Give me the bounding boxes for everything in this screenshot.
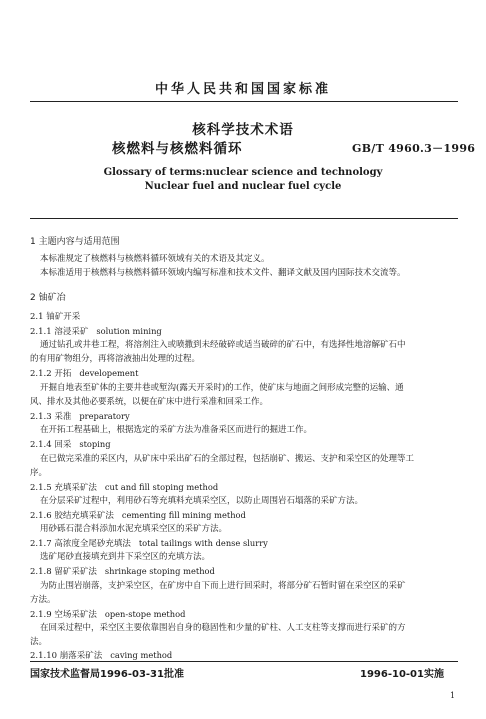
term-label: 2.1.1 溶浸采矿 bbox=[30, 327, 89, 337]
english-title-line-2: Nuclear fuel and nuclear fuel cycle bbox=[144, 181, 342, 192]
term-definition: 在分层采矿过程中，利用砂石等充填料充填采空区，以防止周围岩石塌落的采矿方法。 bbox=[40, 496, 364, 506]
standard-number: GB/T 4960.3－1996 bbox=[352, 142, 476, 155]
term-2-1: 2.1 铀矿开采 bbox=[30, 312, 81, 322]
approval-date: 国家技术监督局1996-03-31批准 bbox=[30, 669, 184, 680]
term-2-1-10 bbox=[30, 650, 458, 661]
term-2-1-8 bbox=[30, 566, 458, 577]
term-definition: 为防止围岩崩落，支护采空区，在矿房中自下而上进行回采时，将部分矿石暂时留在采空区的采矿 bbox=[40, 581, 406, 591]
term-english: preparatory bbox=[79, 411, 130, 421]
section-1-heading: 1 主题内容与适用范围 bbox=[30, 237, 120, 247]
term-label: 2.1.5 充填采矿法 bbox=[30, 483, 97, 493]
title-rule bbox=[30, 218, 458, 219]
term-english: solution mining bbox=[96, 326, 162, 336]
term-definition: 选矿尾砂直接填充到井下采空区的充填方法。 bbox=[40, 552, 211, 562]
implementation-date: 1996-10-01实施 bbox=[360, 669, 444, 680]
term-label: 2.1.4 回采 bbox=[30, 440, 72, 450]
term-definition-cont: 的有用矿物组分，再将溶液抽出处理的过程。 bbox=[30, 354, 201, 364]
term-definition: 通过钻孔或井巷工程，将溶剂注入或喷撒到未经破碎或适当破碎的矿石中，有选择性地溶解矿石中 bbox=[40, 340, 406, 350]
term-definition-cont: 法。 bbox=[30, 637, 48, 647]
term-english: caving method bbox=[110, 650, 173, 660]
term-2-1-9 bbox=[30, 609, 458, 620]
term-2-1-5 bbox=[30, 482, 458, 493]
issuing-authority: 中华人民共和国国家标准 bbox=[154, 82, 331, 97]
term-label: 2.1.8 留矿采矿法 bbox=[30, 567, 97, 577]
page-number: 1 bbox=[450, 691, 456, 700]
title-line-2: 核燃料与核燃料循环 bbox=[112, 141, 243, 157]
term-label: 2.1.3 采准 bbox=[30, 412, 72, 422]
term-definition: 在开拓工程基础上，根据选定的采矿方法为准备采区而进行的掘进工作。 bbox=[40, 425, 313, 435]
term-definition-cont: 风、排水及其他必要系统，以便在矿床中进行采准和回采工作。 bbox=[30, 397, 269, 407]
term-label: 2.1.9 空场采矿法 bbox=[30, 610, 97, 620]
term-2-1-2 bbox=[30, 368, 458, 379]
term-definition: 在回采过程中，采空区主要依靠围岩自身的稳固性和少量的矿柱、人工支柱等支撑而进行采矿的方 bbox=[40, 623, 406, 633]
term-2-1-3 bbox=[30, 411, 458, 422]
term-definition: 在已做完采准的采区内，从矿床中采出矿石的全部过程，包括崩矿、搬运、支护和采空区的处理等工 bbox=[40, 454, 415, 464]
term-definition: 开掘自地表至矿体的主要井巷或堑沟(露天开采时)的工作，使矿床与地面之间形成完整的运输、通 bbox=[40, 383, 404, 393]
term-label: 2.1.2 开拓 bbox=[30, 369, 72, 379]
term-english: cementing fill mining method bbox=[121, 510, 246, 520]
footer-rule bbox=[30, 661, 458, 662]
section-2-heading: 2 铀矿冶 bbox=[30, 293, 66, 303]
term-english: stoping bbox=[79, 439, 111, 449]
term-english: open-stope method bbox=[104, 609, 186, 619]
term-2-1-7 bbox=[30, 538, 458, 549]
term-definition-cont: 方法。 bbox=[30, 595, 56, 605]
term-english: total tailings with dense slurry bbox=[138, 538, 268, 548]
term-2-1-4 bbox=[30, 439, 458, 450]
header-rule bbox=[30, 101, 458, 102]
term-label: 2.1.6 胶结充填采矿法 bbox=[30, 511, 114, 521]
term-2-1-6 bbox=[30, 510, 458, 521]
term-label: 2.1.7 高浓度全尾砂充填法 bbox=[30, 539, 131, 549]
term-definition: 用砂砾石混合料添加水泥充填采空区的采矿方法。 bbox=[40, 524, 228, 534]
section-1-paragraph-2: 本标准适用于核燃料与核燃料循环领域内编写标准和技术文件、翻译文献及国内国际技术交流等。 bbox=[40, 268, 406, 278]
term-english: developement bbox=[79, 368, 139, 378]
term-english: cut and fill stoping method bbox=[104, 482, 219, 492]
term-english: shrinkage stoping method bbox=[104, 566, 215, 576]
title-line-1: 核科学技术术语 bbox=[192, 122, 294, 138]
english-title-line-1: Glossary of terms:nuclear science and technology bbox=[103, 167, 383, 178]
term-definition-cont: 序。 bbox=[30, 468, 48, 478]
term-2-1-1 bbox=[30, 326, 458, 337]
section-1-paragraph-1: 本标准规定了核燃料与核燃料循环领域有关的术语及其定义。 bbox=[40, 254, 270, 264]
term-label: 2.1.10 崩落采矿法 bbox=[30, 651, 103, 661]
